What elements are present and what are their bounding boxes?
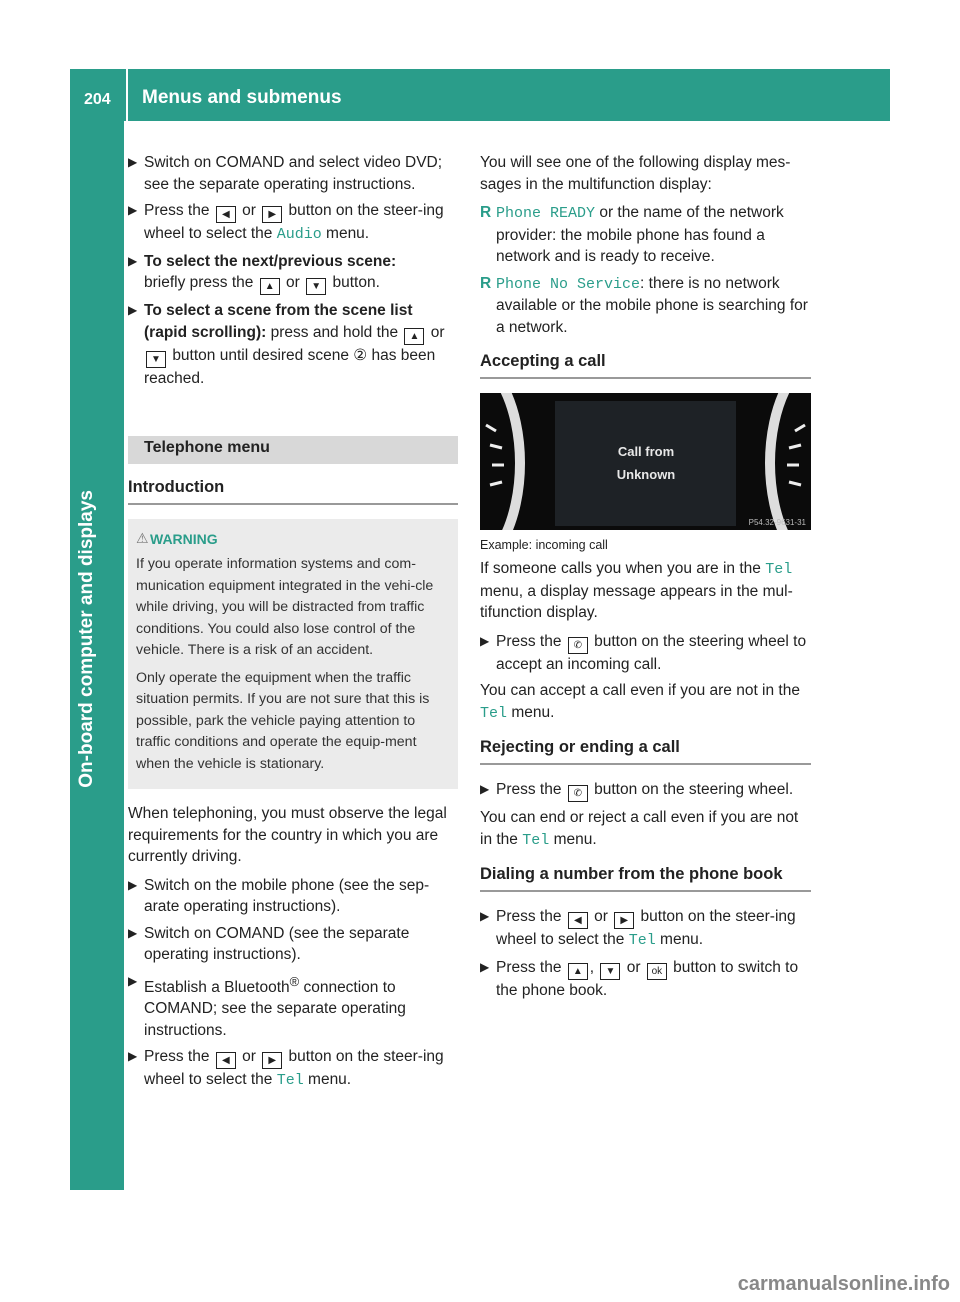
list-item: ▶ Press the ◀ or ▶ button on the steer-ing wheel to select the Audio menu. <box>128 202 444 243</box>
list-item: ▶ To select a scene from the scene list (rapid scrolling): press and hold the ▲ or ▼ button until desired scene ② has been reached. <box>128 302 445 387</box>
down-key-icon: ▼ <box>306 278 326 295</box>
watermark: carmanualsonline.info <box>737 1273 950 1295</box>
left-key-icon: ◀ <box>216 1052 236 1069</box>
list-item: ▶ Establish a Bluetooth® connection to COMAND; see the separate operating instructions. <box>128 973 406 1039</box>
phone-hangup-icon: ✆ <box>568 785 588 802</box>
up-key-icon: ▲ <box>568 963 588 980</box>
list-item: ▶ Press the ✆ button on the steering wheel to accept an incoming call. <box>480 632 807 673</box>
page-title: Menus and submenus <box>142 87 342 108</box>
list-item: ▶ Switch on the mobile phone (see the sep-arate operating instructions). <box>128 876 430 915</box>
down-key-icon: ▼ <box>600 963 620 980</box>
sidebar-label-wrap <box>76 490 116 788</box>
instrument-cluster-graphic <box>480 393 811 530</box>
list-item: ▶ Press the ◀ or ▶ button on the steer-ing wheel to select the Tel menu. <box>480 908 796 949</box>
paragraph: You can accept a call even if you are not in the Tel menu. <box>480 682 800 722</box>
display-line-1: Call from <box>617 444 675 459</box>
display-line-2: Unknown <box>616 467 676 482</box>
section-title: Telephone menu <box>128 436 458 464</box>
paragraph: You will see one of the following display mes-sages in the multifunction display: <box>480 154 791 193</box>
list-item: ▶ Press the ✆ button on the steering wheel. <box>480 779 811 802</box>
sidebar-label: On-board computer and displays <box>76 490 97 788</box>
list-item: ▶ Press the ◀ or ▶ button on the steer-ing wheel to select the Tel menu. <box>128 1048 444 1090</box>
right-column <box>480 152 811 1006</box>
warning-text: If you operate information systems and com-munication equipment integrated in the vehi-cle while driving, you will be distracted from traffic conditions. You could also lose control of the vehicle. There is a risk of an accident. <box>136 556 434 658</box>
accept-heading: Accepting a call <box>480 352 811 379</box>
ok-key-icon: ok <box>647 963 667 980</box>
list-item: ▶ Switch on COMAND (see the separate operating instructions). <box>128 924 410 963</box>
list-item: ▶ Press the ▲ , ▼ or ok button to switch to the phone book. <box>480 958 799 999</box>
page-number: 204 <box>84 91 111 108</box>
instrument-display-image <box>480 393 811 530</box>
warning-text: Only operate the equipment when the traffic situation permits. If you are not sure that this is possible, park the vehicle paying attention to traffic conditions and operate the equip-ment when the vehicle is stationary. <box>136 669 430 772</box>
warning-box <box>128 519 458 789</box>
paragraph: When telephoning, you must observe the legal requirements for the country in which you are currently driving. <box>128 805 447 865</box>
header-divider <box>126 69 128 121</box>
intro-heading: Introduction <box>128 478 458 505</box>
left-key-icon: ◀ <box>216 206 236 223</box>
list-item: ▶ Switch on COMAND and select video DVD; see the separate operating instructions. <box>128 154 443 193</box>
list-item: ▶ To select the next/previous scene: briefly press the ▲ or ▼ button. <box>128 251 458 296</box>
left-column <box>128 152 458 1097</box>
up-key-icon: ▲ <box>260 278 280 295</box>
reject-heading: Rejecting or ending a call <box>480 738 811 765</box>
right-key-icon: ▶ <box>614 912 634 929</box>
phone-accept-icon: ✆ <box>568 637 588 654</box>
list-item: R Phone READY or the name of the network provider: the mobile phone has found a network and is ready to receive. <box>480 204 784 265</box>
left-key-icon: ◀ <box>568 912 588 929</box>
warning-title: ⚠ WARNING <box>136 529 450 550</box>
image-caption: Example: incoming call <box>480 538 608 552</box>
right-key-icon: ▶ <box>262 206 282 223</box>
down-key-icon: ▼ <box>146 351 166 368</box>
dial-heading: Dialing a number from the phone book <box>480 865 811 892</box>
right-key-icon: ▶ <box>262 1052 282 1069</box>
up-key-icon: ▲ <box>404 328 424 345</box>
paragraph: You can end or reject a call even if you are not in the Tel menu. <box>480 809 799 849</box>
paragraph: If someone calls you when you are in the Tel menu, a display message appears in the mul-tifunction display. <box>480 560 793 621</box>
image-code: P54.32-9631-31 <box>748 518 806 527</box>
list-item: R Phone No Service: there is no network available or the mobile phone is searching for a network. <box>480 274 808 336</box>
